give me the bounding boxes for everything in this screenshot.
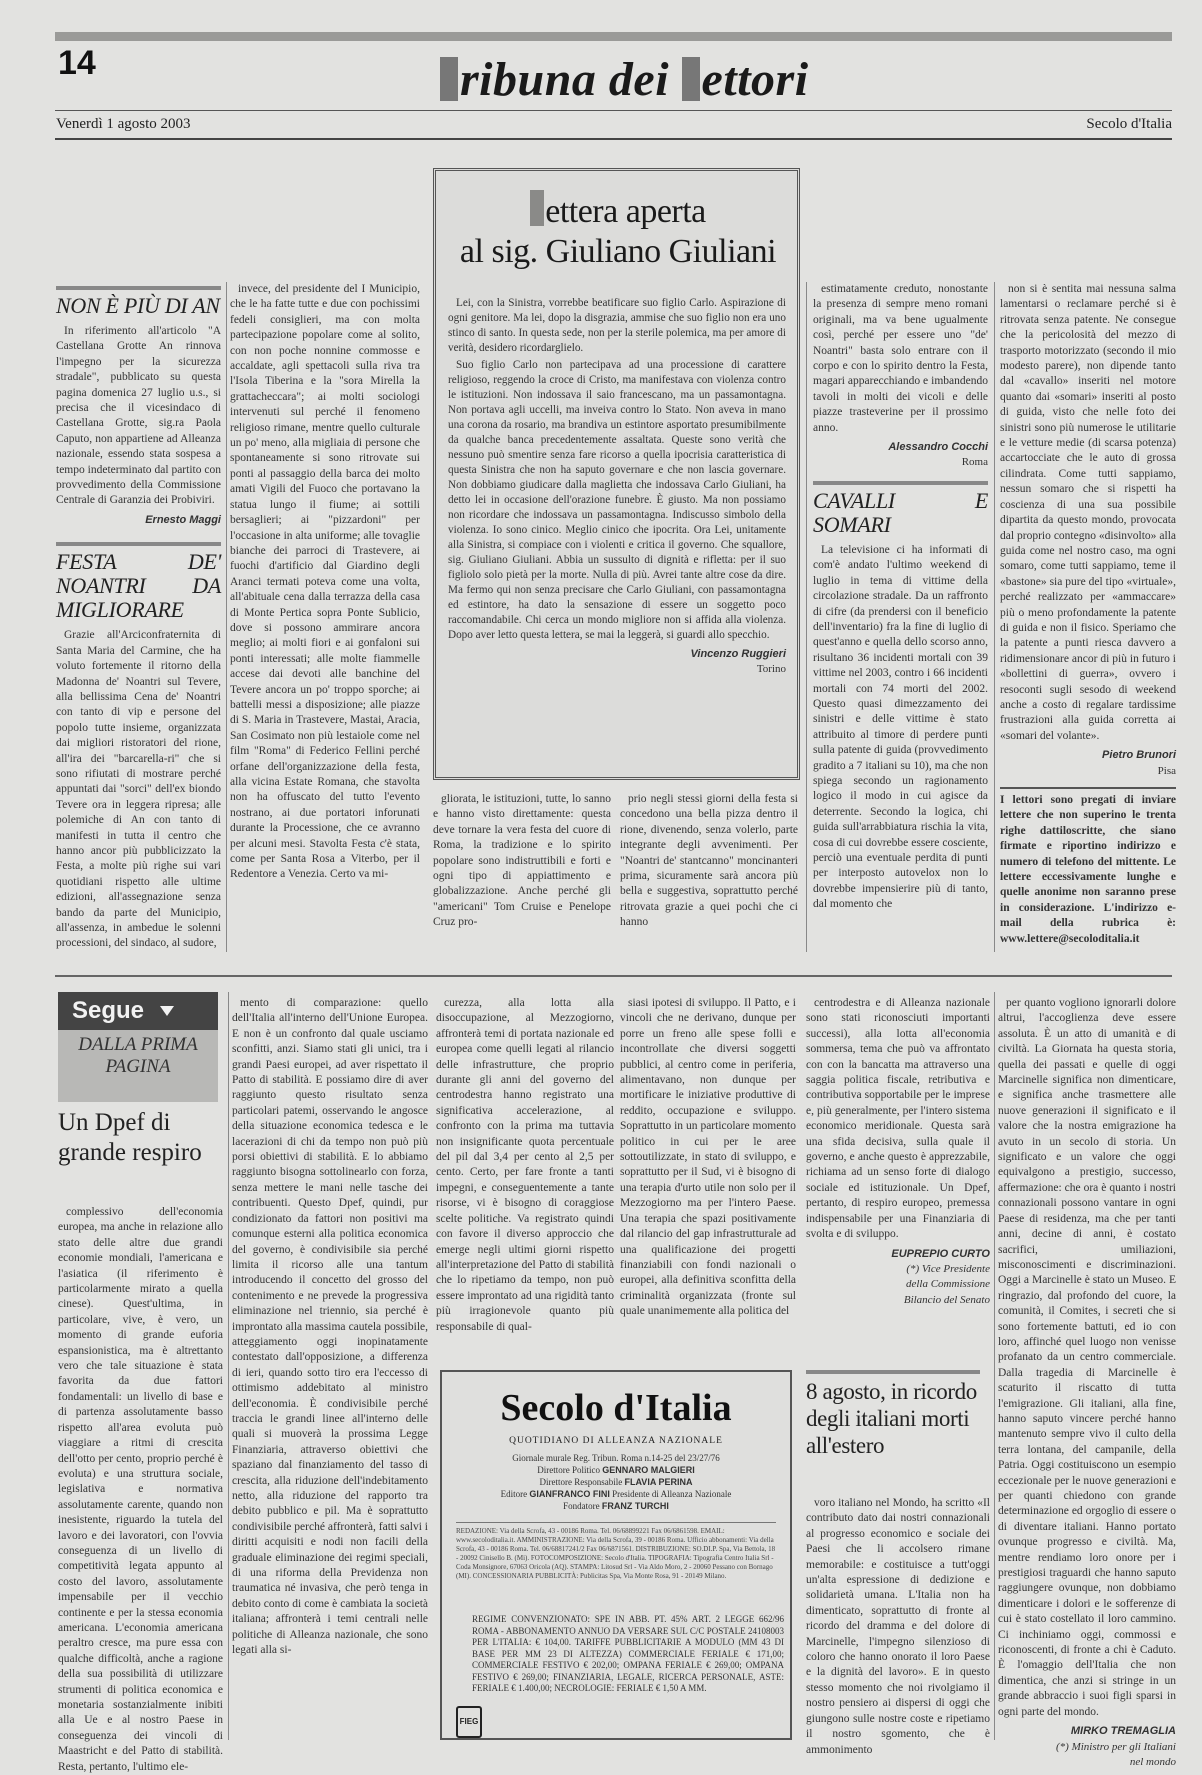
divider bbox=[55, 138, 1172, 140]
author-name: EUPREPIO CURTO bbox=[891, 1247, 990, 1260]
colophon-addresses: REDAZIONE: Via della Scrofa, 43 - 00186 Roma. Tel. 06/68899221 Fax 06/6861598. EMAIL: www.secoloditalia.it. AMMINISTRAZIONE: Via della Scrofa, 39 - 00186 Roma. Ufficio abbonamenti: Via della Scrofa, 43 - 00186 Roma. Tel. 06/68817241/2 Fax 06/6871561. DISTRIBUZIONE: SO.DI.P. Spa, Via Bettola, 18 - 20092 Cinisello B. (Mi). FOTOCOMPOSIZIONE: Secolo d'Italia. TIPOGRAFIA: Tipografia Centro Italia Srl - Coda Monsignore, 67063 Oricola (AQ). STAMPA: Litosud Srl - Via Aldo Moro, 2 - 20060 Pessano con Bornago (MI). CONCESSIONARIA PUBBLICITÀ: Publicitas Spa, Via Monte Rosa, 91 - 20149 Milano. bbox=[456, 1522, 776, 1613]
segue-banner: Segue bbox=[58, 992, 218, 1030]
top-bar bbox=[55, 32, 1172, 41]
drop-cap-l-icon bbox=[530, 190, 544, 226]
divider bbox=[55, 110, 1172, 111]
column-rule bbox=[228, 992, 229, 1740]
section-divider bbox=[55, 975, 1172, 977]
open-letter-title: ettera aperta al sig. Giuliano Giuliani bbox=[448, 190, 788, 272]
letters-column-3: gliorata, le istituzioni, tutte, lo sanno e hanno visto direttamente: questa deve tornare la vera festa del cuore di Roma, la tradizione e lo spirito popolare sono indistruttibili e forti e ogni tipo di appiattimento e globalizzazione. Anche perché gli "americani" Tom Cruise e Penelope Cruz pro- bbox=[433, 793, 611, 929]
letter-city: Pisa bbox=[1157, 764, 1176, 777]
column-rule bbox=[806, 282, 807, 952]
letter-text: invece, del presidente del I Municipio, che le ha fatte tutte e due con pochissimi fedeli consiglieri, ma con molta partecipazione popolare come al solito, con non poche nonnine commosse e accaldate, agli spettacoli sulla riva tra l'Isola Tiberina e la "sora Mirella la grattacheccara"; ai molti sociologi intervenuti sul perché il fenomeno religioso rimane, mentre quello culturale un po' meno, alla migliaia di persone che spontaneamente si sono ritrovate sui ponti al passaggio della barca dei molto amati Vigili del Fuoco che portavano la statua lungo il fiume; ai sottili bersaglieri; ai "pizzardoni" per l'occasione in alta uniforme; alle tovaglie bianche dei parroci di Trastevere, ai fuochi d'artificio dal Giardino degli Aranci termati poteva come una volta, all'abituale cena dalla terrazza della casa di Monte Pertica sopra Ponte Sublicio, dove si possono ammirare ancora meglio; ai molti fiori e ai gonfaloni sui ponti interessati; alle molte fiammelle accese dai devoti alle banchine del Tevere ancora un po' troppo sporche; ai battelli messi a disposizione; alle piazze di S. Maria in Trastevere, Mastai, Aracia, San Cosimato non più lestaiole come nel film "Roma" di Federico Fellini perché orfane dell'organizzazione della festa, alla vicina Estate Romana, che stavolta non ha offuscato del tutto l'evento nostrano, ai due portatori inforunati durante la Processione, che ce avranno per alcuni mesi. Stavolta Festa c'è stata, come per Santa Rosa a Viterbo, per il Redentore a Venezia. Certo va mi- bbox=[230, 283, 420, 881]
letters-column-5: estimatamente creduto, nonostante la presenza di sempre meno romani originali, ma va bene ugualmente così, perché per essere uno "de' Noantri" basta solo entrare con il corpo e con lo spirito dentro la Festa, magari apparecchiando e imbandendo tavoli in molti dei vicoli e delle piazze trasteverine per il prossimo anno. Alessandro Cocchi Roma CAVALLI E SOMARI La televisione ci ha informati di com'è andato l'ultimo weekend di luglio in tema di vittime della circolazione stradale. Da un raffronto di cifre (da prendersi con il beneficio dell'inventario) fra la fine di luglio di quest'anno e quella dello scorso anno, risultano 36 incidenti mortali con 39 vittime nel 2003, contro i 66 incidenti mortali con 74 morti del 2002. Questo quasi dimezzamento dei sinistri e delle vittime è stato attribuito al timore di perdere punti sulla patente di guida (provvedimento gradito a 7 italiani su 10), ma che non spiega secondo un ragionamento logico il modo in cui agisce da deterrente. Secondo la logica, chi guida sull'arrabbiatura rischia la vita, cosa di cui dovrebbe essere cosciente, perciò una eventuale perdita di punti per interposto autovelox non lo dovrebbe impensierire più di tanto, dal momento che bbox=[813, 283, 988, 911]
letter-city: Torino bbox=[756, 663, 786, 675]
letter-text: In riferimento all'articolo "A Castellana Grotte An rinnova l'impegno per la sicurezza stradale", pubblicato su questa pagina domenica 27 luglio u.s., si precisa che il vicesindaco di Castellana Grotte, sig.ra Paola Caputo, non appartiene ad Alleanza nazionale, essendo stata sospesa a tempo indeterminato dal partito con provvedimento della Commissione Centrale di Garanzia dei Probiviri. bbox=[56, 325, 221, 507]
article-column-4: siasi ipotesi di sviluppo. Il Patto, e i vincoli che ne derivano, dunque per porre un freno alle spese folli e incontrollate che diversi soggetti pubblici, al centro come in periferia, alimentavano, non dunque per mortificare le iniziative produttive di reddito, occupazione e sviluppo. Soprattutto in un particolare momento politico in cui per le aree sottoutilizzate, in stato di sviluppo, e soprattutto per il Sud, vi è bisogno di una terapia d'urto utile non solo per il Mezzogiorno ma per l'intero Paese. Una terapia che spazi positivamente dal rilancio del gap infrastrutturale ad una qualificazione dei progetti finanziabili con fondi nazionali o europei, alla definitiva sconfitta della criminalità organizzata (fronte sul quale unanimemente alla politica del bbox=[620, 997, 796, 1318]
letter-signature: Ernesto Maggi bbox=[145, 513, 221, 526]
letters-column-2 bbox=[230, 282, 420, 952]
column-rule bbox=[226, 282, 227, 952]
letter-heading: NON È PIÙ DI AN bbox=[56, 286, 221, 318]
date: Venerdì 1 agosto 2003 bbox=[56, 116, 191, 132]
column-rule bbox=[994, 992, 995, 1740]
section-masthead: ribuna dei ettori bbox=[440, 52, 809, 107]
page-number: 14 bbox=[58, 44, 96, 82]
letters-column-1 bbox=[56, 286, 221, 951]
letter-signature: Vincenzo Ruggieri bbox=[690, 648, 786, 660]
letter-text: Grazie all'Arciconfraternita di Santa Maria del Carmine, che ha voluto fortemente il ritorno della Madonna de' Noantri sul Tevere, alla bellissima Cena de' Noantri con tanto di vip e persone del popolo tutte insieme, organizzata dai migliori ristoratori del rione, all'ira dei "barcarella-ri" che si sono rifiutati di mostrare perché appuntati dai "sorci" dell'ex biondo Tevere ora in leggera ripresa; alle polemiche di An con tanto di manifesti in tutta il centro che hanno ancor più pubblicizzato la Festa, a molte più righe sui vari quotidiani rispetto alle ultime edizioni, all'assegnazione senza bando da parte del Municipio, all'assenza, in ambedue le solenni processioni, del sindaco, al sudore, bbox=[56, 629, 221, 950]
article-title: 8 agosto, in ricordo degli italiani morti all'estero bbox=[806, 1370, 980, 1459]
letter-city: Roma bbox=[961, 456, 988, 469]
letters-column-4: prio negli stessi giorni della festa si concedono una bella pizza dentro il rione, divenendo, senza volerlo, parte integrante degli avvenimenti. Per "Noantri de' stantcanno" moncinanteri prima, sicuramente sarà ancora più bella e suggestiva, soprattutto perché ritrovata grazie a quei pochi che ci hanno bbox=[620, 793, 798, 929]
letter-heading: FESTA DE' NOANTRI DA MIGLIORARE bbox=[56, 542, 221, 622]
article-column-2: mento di comparazione: quello dell'Italia all'interno dell'Unione Europea. E non è un confronto dal quale usciamo sconfitti, anzi. Siamo stati gli unici, tra i grandi Paesi europei, ad aver rispettato il Patto di stabilità. E possiamo dire di aver raggiunto questo risultato senza particolari patemi, osservando le angosce della situazione economica tedesca e le lacerazioni di chi da tempo non può più porsi obiettivi di stabilità. E lo abbiamo raggiunto bisogna sottolinearlo con forza, senza mettere le mani nelle tasche dei contribuenti. Questo Dpef, quindi, pur condizionato da fattori non positivi ma comunque esterni alla politica economica del governo, è condivisibile sia perché limita il ricorso alle una tantum introducendo il concetto del grosso del contenimento e ne prevede la progressiva eliminazione nel triennio, sia perché è improntato alla massima cautela possibile, atteggiamento oggi inopinatamente contestato dall'opposizione, a differenza di ieri, quando sotto tiro era l'eccesso di ottimismo addebitato al ministro dell'economia. È condivisibile perché traccia le grandi linee all'interno delle quali si muoverà la prossima Legge Finanziaria, attraverso obiettivi che spaziano dal finanziamento del tasso di crescita, alla riduzione dell'indebitamento netto, alla riduzione del rapporto tra debito pubblico e pil. Ma è soprattutto condivisibile perché affronterà, fatti salvi i diritti acquisiti e nodi non facili della graduale eliminazione dei regimi speciali, di una riforma della Previdenza non traumatica né invasiva, che però tenga in debito conto di come è cambiata la società italiana; affronterà i temi centrali nelle politiche di Alleanza nazionale, che sono legati alla si- bbox=[232, 997, 428, 1657]
article-column-5: centrodestra e di Alleanza nazionale sono stati riconosciuti importanti successi), alla lotta all'economia sommersa, tema che può va affrontato con con la bancatta ma attraverso una saggia politica fiscale, retributiva e contributiva sopportabile per le imprese e, più generalmente, per l'intero sistema economico meridionale. Questa sarà una sfida decisiva, sulla quale il governo, e anche questo è apprezzabile, richiama ad un senso forte di dialogo sociale ed istituzionale. Un Dpef, pertanto, di respiro europeo, premessa indispensabile per una Finanziaria di svolta e di sviluppo. EUPREPIO CURTO (*) Vice Presidente della Commissione Bilancio del Senato bbox=[806, 997, 990, 1306]
article-column-1: complessivo dell'economia europea, ma anche in relazione allo stato delle altre due grandi economie mondiali, l'americana e l'asiatica (il riferimento è particolarmente mirato a quella cinese). Quest'ultima, in particolare, vive, è vero, un momento di grande euforia espansionistica, ma è altrettanto vero che tale situazione è stata favorita da due fattori fondamentali: un livello di base e di partenza assolutamente basso rispetto all'area evoluta può viaggiare a ritmi di crescita dell'otto per cento, proprio perché è evoluta) e una struttura sociale, legislativa e normativa assolutamente carente, quando non inesistente, riguardo la tutela del lavoro e dei lavoratori, con l'ovvia conseguenza di un livello di competitività legata appunto al costo del lavoro, assolutamente impensabile per il vecchio continente e per la stessa economia americana. L'economia americana peraltro cresce, ma pure essa con qualche difficoltà, anche a ragione della sua possibilità di utilizzare strumenti di politica economica e monetaria sostanzialmente inibiti alla Ue e al nostro Paese in conseguenza dei vincoli di Maastricht e del Patto di stabilità. Resta, pertanto, l'ultimo ele- bbox=[58, 1206, 223, 1773]
colophon-legal: REGIME CONVENZIONATO: SPE IN ABB. PT. 45% ART. 2 LEGGE 662/96 ROMA - ABBONAMENTO ANNUO DA VERSARE SUL C/C POSTALE 24108003 PER L'ITALIA: € 104,00. TARIFFE PUBBLICITARIE A MODULO (MM 43 DI BASE PER MM 23 DI ALTEZZA) COMMERCIALE FERIALE € 171,00; COMMERCIALE FESTIVO € 202,00; OMPANA FERIALE € 269,00; OMPANA FESTIVO € 269,00; FINANZIARIA, LEGALE, RICERCA PERSONALE, ASTE: FERIALE € 1.400,00; NECROLOGIE: FERIALE € 1,50 A MM. bbox=[472, 1614, 784, 1693]
letter-signature: Pietro Brunori bbox=[1102, 749, 1176, 762]
letter-heading: CAVALLI E SOMARI bbox=[813, 481, 988, 537]
open-letter-body: Lei, con la Sinistra, vorrebbe beatificare suo figlio Carlo. Aspirazione di ogni genitore. Ma lei, dopo la disgrazia, ammise che suo figlio non era uno stinco di santo. In questa sede, non per la sterile polemica, ma per amore di verità, desidero ricordarglielo. Suo figlio Carlo non partecipava ad una processione di carattere religioso, reggendo la croce di Cristo, ma manifestava con violenza contro le istituzioni. Non indossava il saio francescano, ma un passamontagna. Non portava agli uccelli, ma inveiva contro lo Stato. Non aveva in mano una corona da rosario, ma brandiva un estintore asportato presumibilmente da qualche banca precedentemente assaltata. Queste sono verità che nessuno può smentire senza fare ricorso a quella ipocrisia caratteristica di questa Sinistra che non ha saputo governare e che non lascia governare. Non dobbiamo giudicare dalla maglietta che indossava Carlo Giuliani, ha detto lei in occasione dell'orazione funebre. È giusto. Ma non possiamo non ricordare che indossava un passamontagna. Indiscusso simbolo della violenza. Io sono cinico. Meglio cinico che ipocrita. Ora Lei, unitamente alla Sinistra, si compiace con i violenti e critica il governo. Che squallore, sig. Giuliano Giuliani. Abbia un sussulto di dignità e rifletta: per il suo figliolo solo pietà per la morte. Nulla di più. Avrei tante altre cose da dire. Ma fermo qui non senza precisare che Carlo Giuliani, con passamontagna ed estintore, ha dato la sensazione di essere un soggetto poco raccomandabile. Chi cerca un mondo migliore non si affida alla violenza. Dopo aver letto questa lettera, se mai la leggerà, si guardi allo specchio. Vincenzo Ruggieri Torino bbox=[448, 297, 786, 675]
article-column-7: voro italiano nel Mondo, ha scritto «Il contributo dato dai nostri connazionali al progresso economico e sociale dei Paesi che li accolsero rimane memorabile: e costituisce a tutt'oggi un'alta espressione di dedizione e solidarietà umana. L'Italia non ha dimenticato, soprattutto di fronte al ricordo del dramma e del dolore di Marcinelle, l'impegno silenzioso di coloro che hanno onorato il loro Paese e la dignità del lavoro». E in questo stesso momento che noi rivolgiamo il nostro pensiero ai dispersi di oggi che giungono sulle nostre coste e ripetiamo il nostro sgomento, che è ammonimento bbox=[806, 1497, 990, 1756]
article-column-3: curezza, alla lotta alla disoccupazione, al Mezzogiorno, affronterà temi di portata nazionale ed europea come quelli legati al rilancio delle infrastrutture, che proprio durante gli anni del governo del centrodestra hanno registrato una significativa accelerazione, al confronto con la prima ma tuttavia non insignificante quota percentuale del pil dal 3,4 per cento al 2,5 per cento. Certo, per fare fronte a tanti impegni, e conseguentemente a tante risorse, vi è bisogno di coraggiose scelte politiche. Va registrato quindi con favore il diverso approccio che emerge negli ultimi giorni rispetto all'interpretazione del Patto di stabilità che lo ripetiamo da tempo, non può essere improntato ad una rigidità tanto più irragionevole quanto più responsabile di qual- bbox=[436, 997, 614, 1333]
from-front-page-label: DALLA PRIMA PAGINA bbox=[58, 1030, 218, 1102]
letter-signature: Alessandro Cocchi bbox=[888, 441, 988, 454]
submission-notice: I lettori sono pregati di inviare lettere che non superino le trenta righe dattiloscritte, che siano firmate e riportino indirizzo e numero di telefono del mittente. Le lettere eccessivamente lunghe e quelle anonime non saranno prese in considerazione. L'indirizzo e-mail della rubrica è: www.lettere@secoloditalia.it bbox=[1000, 787, 1176, 947]
colophon-title: Secolo d'Italia bbox=[500, 1387, 732, 1429]
colophon-subtitle: QUOTIDIANO DI ALLEANZA NAZIONALE bbox=[509, 1436, 723, 1446]
drop-cap-t-icon bbox=[440, 57, 458, 101]
article-title: Un Dpef di grande respiro bbox=[58, 1109, 202, 1166]
column-rule bbox=[994, 282, 995, 952]
author-name: MIRKO TREMAGLIA bbox=[1070, 1725, 1176, 1738]
colophon-credits: Giornale murale Reg. Tribun. Roma n.14-25 del 23/27/76 Direttore Politico GENNARO MALGIERI Direttore Responsabile FLAVIA PERINA Editore GIANFRANCO FINI Presidente di Alleanza Nazionale Fondatore FRANZ TURCHI bbox=[500, 1453, 732, 1511]
paper-name: Secolo d'Italia bbox=[1086, 116, 1172, 132]
drop-cap-l-icon bbox=[682, 57, 700, 101]
down-arrow-icon bbox=[160, 1006, 174, 1016]
fieg-logo-icon: FIEG bbox=[456, 1706, 482, 1738]
letters-column-6: non si è sentita mai nessuna salma lamentarsi o reclamare perché si è ritrovata senza patente. Ne consegue che la pericolosità del mezzo di trasporto motorizzato (secondo il mio modesto parere), non dipende tanto dal «cavallo» inseriti nel motore quanto dai «somari» inseriti al posto di guida, visto che nelle foto dei sinistri sono più numerose le utilitarie e le vetture medie (di scarsa potenza) accartocciate che le auto di grossa cilindrata. Come tutti sappiamo, nessun somaro che si rispetti ha coscienza di una sua possibile dipartita da questo mondo, provocata dal proprio contegno «disinvolto» alla guida come nel nostro caso, ma ogni somaro, come tutti sappiamo, teme il «bastone» sia pure del tipo «virtuale», perché realizzato per «ammaccare» più o meno profondamente la patente di guida e non il fisico. Speriamo che la patente a punti riesca davvero a ridimensionare ancor di più in futuro i «bollettini di guerra», ovvero i resoconti sugli sesodo di weekend anche a costo di regalare tardissime frustrazioni alla guida corretta ai «somari del volante». Pietro Brunori Pisa I lettori sono pregati di inviare lettere che non superino le trenta righe dattiloscritte, che siano firmate e riportino indirizzo e numero di telefono del mittente. Le lettere eccessivamente lunghe e quelle anonime non saranno prese in considerazione. L'indirizzo e-mail della rubrica è: www.lettere@secoloditalia.it bbox=[1000, 282, 1176, 952]
article-column-6: per quanto vogliono ignorarli dolore altrui, l'accoglienza deve essere assoluta. È un atto di umanità e di civiltà. La Giornata ha questa storia, quella dei passati e quelle di oggi Marcinelle significa non dimenticare, e significa anche trasmettere alle nuove generazioni il significato e il valore che la nostra emigrazione ha avuto in un secolo di storia. Un significato e un valore che oggi equivalgono a prestigio, successo, affermazione: che ora è quanto i nostri connazionali possono vantare in ogni Paese di residenza, ma che per tanti anni, decine di anni, è costato sacrifici, umiliazioni, misconoscimenti e discriminazioni. Oggi a Marcinelle è stato un Museo. E ringrazio, dal profondo del cuore, la comunità, il Comites, i secreti che si sono fortemente battuti, ed io con loro, affinché quel luogo non venisse profanato da un centro commerciale. Dalla tragedia di Marcinelle è scaturito il riscatto di tutta l'emigrazione. Gli italiani, alla fine, hanno saputo vincere perché hanno mantenuto sempre vivo il culto della terra lontana, del campanile, della Patria. Oggi costituiscono un esempio eccezionale per le nuove generazioni e per quanti chiedono con grande determinazione ed orgoglio di essere o di diventare italiani. Hanno portato ovunque progresso e civiltà. Ma, mentre rendiamo loro onore per i prestigiosi traguardi che hanno saputo raggiungere ovunque, non dobbiamo dimenticare i dolori e le sofferenze di cui è stato costellato il loro cammino. Ci inchiniamo oggi, commossi e riconoscenti, di fronte a chi è Caduto. È l'omaggio dell'Italia che non dimentica, che anzi si stringe in un grande abbraccio i suoi figli sparsi in ogni parte del mondo. MIRKO TREMAGLIA (*) Ministro per gli Italiani nel mondo bbox=[998, 997, 1176, 1768]
